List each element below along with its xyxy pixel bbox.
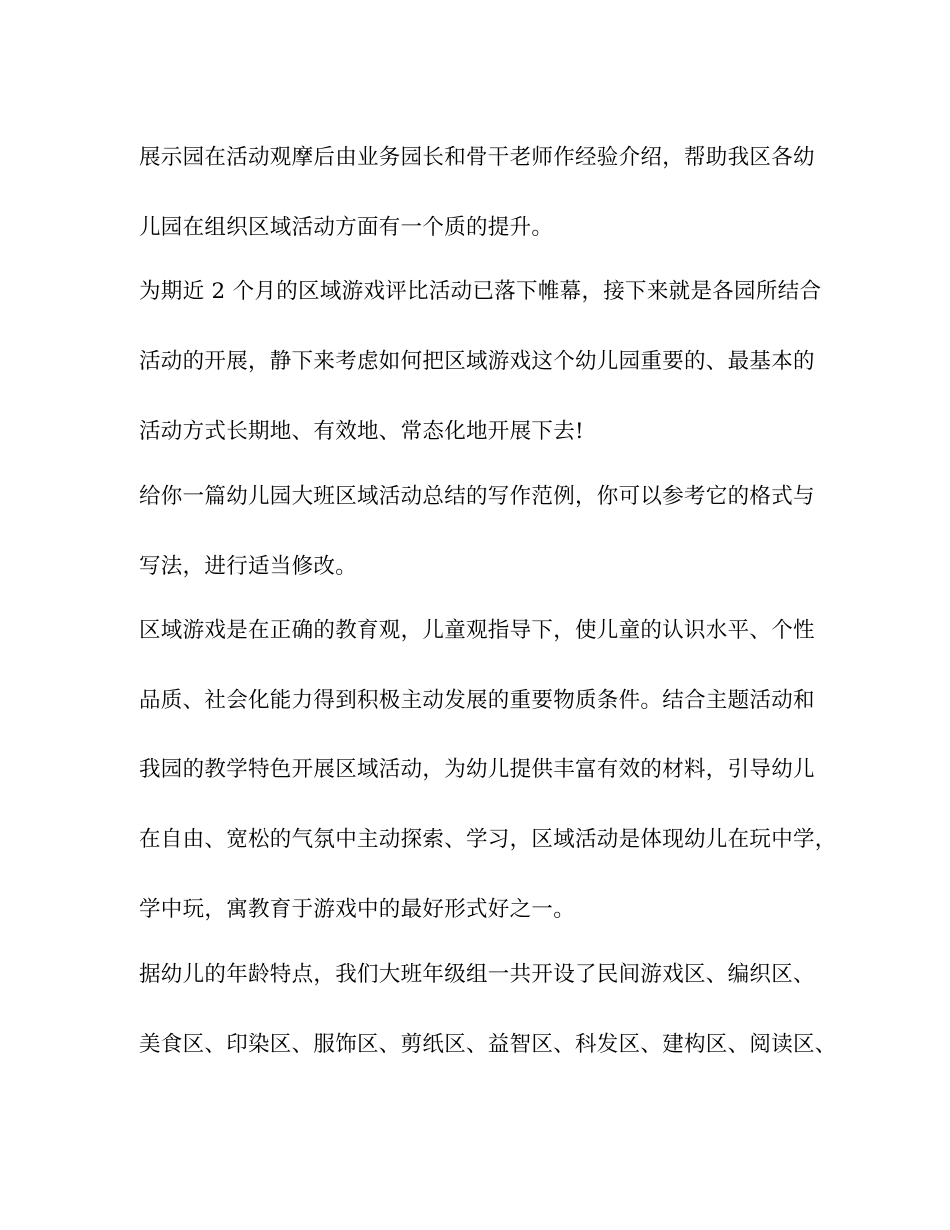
text-line: 品质、社会化能力得到积极主动发展的重要物质条件。结合主题活动和	[139, 688, 815, 713]
text-line: 活动方式长期地、有效地、常态化地开展下去!	[139, 419, 584, 444]
text-line: 美食区、印染区、服饰区、剪纸区、益智区、科发区、建构区、阅读区、	[139, 1032, 837, 1057]
text-line: 在自由、宽松的气氛中主动探索、学习，区域活动是体现幼儿在玩中学，	[139, 827, 837, 852]
text-line: 据幼儿的年龄特点，我们大班年级组一共开设了民间游戏区、编织区、	[139, 962, 815, 987]
text-line: 给你一篇幼儿园大班区域活动总结的写作范例，你可以参考它的格式与	[139, 484, 815, 509]
text-line: 学中玩，寓教育于游戏中的最好形式好之一。	[139, 897, 576, 922]
text-line: 儿园在组织区域活动方面有一个质的提升。	[139, 215, 554, 240]
text-line: 展示园在活动观摩后由业务园长和骨干老师作经验介绍，帮助我区各幼	[139, 145, 815, 170]
text-line: 活动的开展，静下来考虑如何把区域游戏这个幼儿园重要的、最基本的	[139, 349, 815, 374]
text-line: 区域游戏是在正确的教育观，儿童观指导下，使儿童的认识水平、个性	[139, 618, 815, 643]
text-line: 为期近 2 个月的区域游戏评比活动已落下帷幕，接下来就是各园所结合	[139, 279, 822, 304]
text-line: 我园的教学特色开展区域活动，为幼儿提供丰富有效的材料，引导幼儿	[139, 757, 815, 782]
text-line: 写法，进行适当修改。	[139, 554, 358, 579]
